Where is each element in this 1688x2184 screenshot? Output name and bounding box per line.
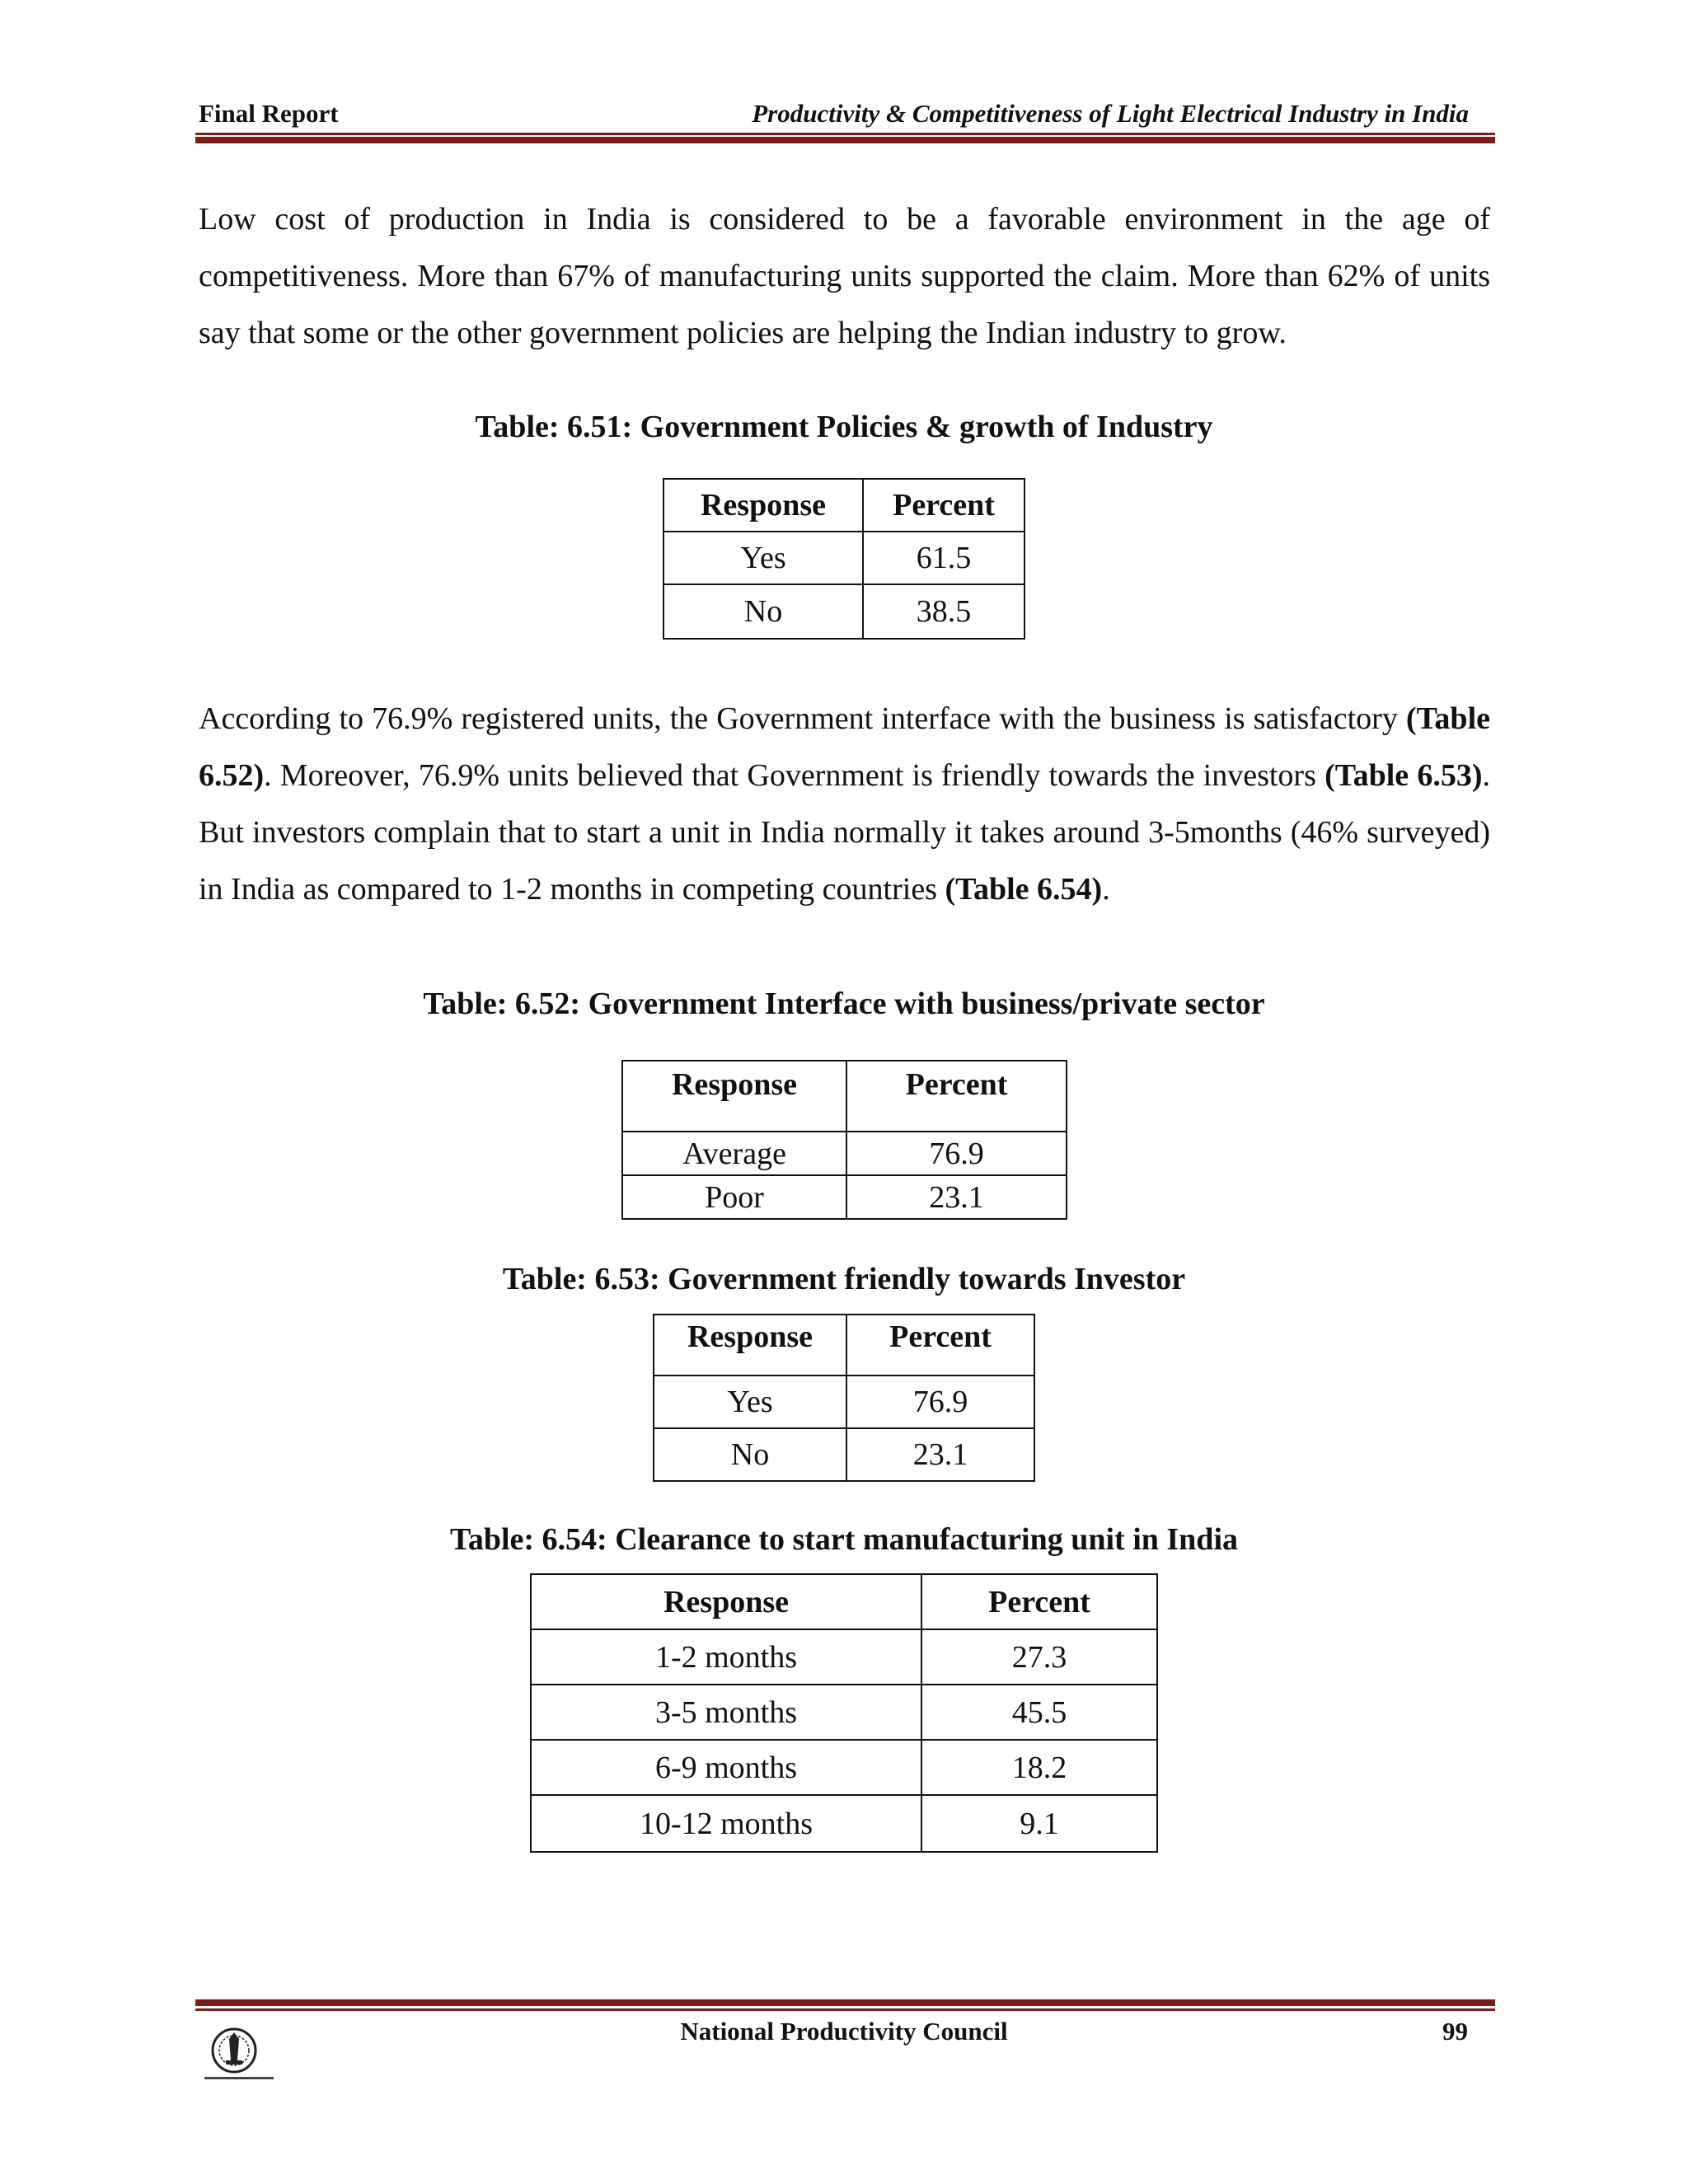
table-row — [531, 1795, 1157, 1852]
table-caption-6-54: Table: 6.54: Clearance to start manufacturing unit in India — [449, 1522, 1238, 1557]
table-row — [531, 1740, 1157, 1795]
table-header-row — [622, 1061, 1067, 1132]
table-caption-6-51: Table: 6.51: Government Policies & growth of Industry — [475, 410, 1213, 444]
table-row — [531, 1629, 1157, 1685]
paragraph-text: . — [1102, 872, 1110, 907]
column-header-percent: Percent — [846, 1315, 1034, 1376]
header-rule-thin — [195, 133, 1495, 135]
paragraph-text: According to 76.9% registered units, the Government interface with the business is satisfactory — [199, 701, 1406, 736]
column-header-percent: Percent — [921, 1574, 1157, 1629]
government-interface-paragraph — [199, 691, 1490, 918]
paragraph-text: . But investors complain that to start a unit in India normally it takes around 3-5months (46% surveyed) in India as compared to 1-2 months in competing countries — [199, 758, 1490, 907]
table-cell: Average — [622, 1132, 846, 1175]
table-cell: Yes — [663, 532, 863, 584]
table-cell: 18.2 — [921, 1740, 1157, 1795]
table-row — [654, 1428, 1034, 1481]
table-6-52 — [621, 1060, 1067, 1220]
table-6-51 — [663, 478, 1025, 640]
table-cell: 38.5 — [863, 584, 1025, 639]
table-cell: 23.1 — [846, 1428, 1034, 1481]
table-cell: 6-9 months — [531, 1740, 921, 1795]
table-row — [654, 1376, 1034, 1428]
column-header-response: Response — [663, 479, 863, 532]
table-cell: 10-12 months — [531, 1795, 921, 1852]
page-number: 99 — [1442, 2017, 1468, 2046]
table-cell: 3-5 months — [531, 1685, 921, 1740]
table-6-53 — [653, 1314, 1035, 1482]
table-caption-6-53: Table: 6.53: Government friendly towards Investor — [502, 1262, 1186, 1296]
table-row — [622, 1132, 1067, 1175]
table-row — [622, 1175, 1067, 1219]
paragraph-text: . Moreover, 76.9% units believed that Government is friendly towards the investors — [264, 758, 1325, 793]
table-row — [663, 584, 1025, 639]
table-cell: Poor — [622, 1175, 846, 1219]
table-caption-6-52: Table: 6.52: Government Interface with business/private sector — [423, 987, 1265, 1021]
table-reference-6-53: (Table 6.53) — [1325, 758, 1483, 793]
table-cell: 23.1 — [846, 1175, 1067, 1219]
header-document-title: Productivity & Competitiveness of Light Electrical Industry in India — [752, 99, 1469, 128]
table-header-row — [654, 1315, 1034, 1376]
table-cell: 76.9 — [846, 1376, 1034, 1428]
table-cell: No — [654, 1428, 846, 1481]
table-reference-6-54: (Table 6.54) — [945, 872, 1103, 907]
column-header-response: Response — [622, 1061, 846, 1132]
table-cell: 76.9 — [846, 1132, 1067, 1175]
table-row — [531, 1685, 1157, 1740]
header-rule-thick — [195, 137, 1495, 143]
column-header-response: Response — [531, 1574, 921, 1629]
table-row — [663, 532, 1025, 584]
column-header-response: Response — [654, 1315, 846, 1376]
table-cell: 9.1 — [921, 1795, 1157, 1852]
intro-paragraph: Low cost of production in India is considered to be a favorable environment in the age of competitiveness. More than 67% of manufacturing units supported the claim. More than 62% of units say that some or the other government policies are helping the Indian industry to grow. — [199, 202, 1490, 350]
table-6-54 — [530, 1573, 1158, 1853]
footer-organization: National Productivity Council — [680, 2017, 1008, 2046]
table-header-row — [663, 479, 1025, 532]
table-header-row — [531, 1574, 1157, 1629]
table-reference-6-52: (Table 6.52) — [199, 701, 1490, 793]
table-cell: 1-2 months — [531, 1629, 921, 1685]
table-cell: Yes — [654, 1376, 846, 1428]
header-report-label: Final Report — [199, 99, 339, 128]
column-header-percent: Percent — [863, 479, 1025, 532]
table-cell: 45.5 — [921, 1685, 1157, 1740]
column-header-percent: Percent — [846, 1061, 1067, 1132]
table-cell: 61.5 — [863, 532, 1025, 584]
footer-rule-thick — [195, 1999, 1495, 2006]
footer-rule-thin — [195, 2008, 1495, 2011]
table-cell: 27.3 — [921, 1629, 1157, 1685]
table-cell: No — [663, 584, 863, 639]
